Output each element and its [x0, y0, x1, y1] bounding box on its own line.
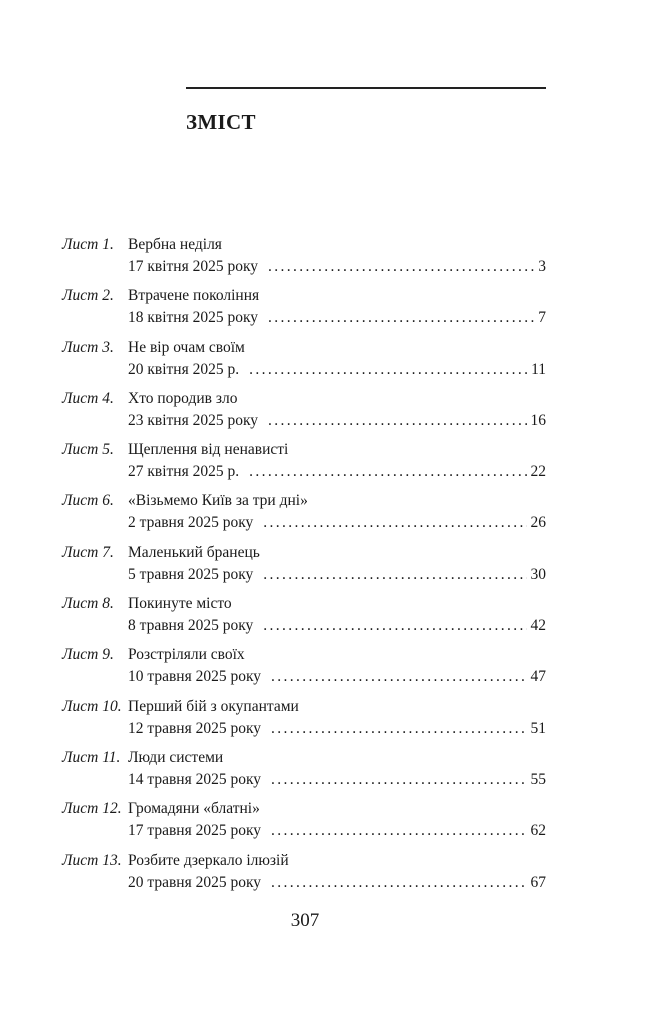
entry-page-number: 67: [530, 873, 546, 891]
entry-date-line: [128, 512, 546, 534]
dot-leader: [263, 564, 526, 586]
entry-date: 20 травня 2025 року: [128, 873, 262, 891]
entry-title: Розстріляли своїх: [128, 646, 245, 664]
entry-number: Лист 9.: [62, 646, 114, 664]
toc-entry[interactable]: [62, 337, 546, 388]
toc-entry[interactable]: [62, 490, 546, 541]
toc-entry[interactable]: [62, 798, 546, 849]
toc-entry[interactable]: [62, 747, 546, 798]
entry-number: Лист 2.: [62, 287, 114, 305]
entry-title: Вербна неділя: [128, 236, 222, 253]
entry-title: Не вір очам своїм: [128, 338, 245, 356]
entry-date-line: [128, 769, 546, 791]
entry-number: Лист 5.: [62, 441, 114, 459]
entry-page-number: 30: [530, 565, 546, 583]
page-title: ЗМІСТ: [186, 110, 256, 134]
dot-leader: [263, 512, 526, 534]
entry-date: 18 квітня 2025 року: [128, 309, 259, 327]
entry-title: Покинуте місто: [128, 595, 232, 613]
entry-page-number: 11: [531, 360, 546, 378]
entry-number: Лист 12.: [62, 800, 122, 818]
toc-entry[interactable]: [62, 850, 546, 901]
entry-date-line: [128, 872, 546, 894]
entry-title: Щеплення від ненависті: [128, 441, 289, 459]
dot-leader: [268, 256, 534, 278]
toc-entry[interactable]: [62, 593, 546, 644]
entry-number: Лист 8.: [62, 595, 114, 613]
entry-date-line: [128, 359, 546, 381]
entry-date-line: [128, 820, 546, 842]
entry-number: Лист 1.: [62, 236, 114, 253]
entry-date: 14 травня 2025 року: [128, 770, 262, 788]
entry-date: 27 квітня 2025 р.: [128, 463, 240, 481]
entry-number: Лист 3.: [62, 338, 114, 356]
entry-title: Розбите дзеркало ілюзій: [128, 851, 289, 869]
entry-number: Лист 13.: [62, 851, 122, 869]
dot-leader: [271, 820, 526, 842]
entry-date: 17 травня 2025 року: [128, 822, 262, 840]
entry-page-number: 7: [538, 309, 546, 327]
entry-title: Хто породив зло: [128, 389, 238, 407]
entry-date-line: [128, 307, 546, 329]
entry-date-line: [128, 564, 546, 586]
entry-date-line: [128, 615, 546, 637]
dot-leader: [268, 307, 534, 329]
entry-date-line: [128, 461, 546, 483]
toc-entry[interactable]: [62, 285, 546, 336]
entry-date: 2 травня 2025 року: [128, 514, 254, 532]
toc-entry[interactable]: [62, 439, 546, 490]
entry-title: «Візьмемо Київ за три дні»: [128, 492, 308, 510]
dot-leader: [271, 872, 526, 894]
entry-date: 5 травня 2025 року: [128, 565, 254, 583]
toc-entry[interactable]: [62, 388, 546, 439]
entry-page-number: 3: [538, 258, 546, 275]
entry-title: Люди системи: [128, 748, 224, 766]
dot-leader: [263, 615, 526, 637]
entry-date-line: [128, 718, 546, 740]
entry-date-line: [128, 256, 546, 278]
entry-title: Втрачене покоління: [128, 287, 260, 305]
entry-number: Лист 4.: [62, 389, 114, 407]
entry-page-number: 22: [530, 463, 546, 481]
entry-date: 12 травня 2025 року: [128, 719, 262, 737]
entry-number: Лист 7.: [62, 543, 114, 561]
entry-number: Лист 11.: [62, 748, 121, 766]
top-rule: [186, 87, 546, 89]
dot-leader: [268, 410, 526, 432]
entry-number: Лист 6.: [62, 492, 114, 510]
toc-entry[interactable]: [62, 696, 546, 747]
entry-date: 23 квітня 2025 року: [128, 411, 259, 429]
entry-page-number: 16: [530, 411, 546, 429]
entry-date: 17 квітня 2025 року: [128, 258, 259, 275]
entry-title: Маленький бранець: [128, 543, 260, 561]
entry-date: 20 квітня 2025 р.: [128, 360, 240, 378]
entry-page-number: 62: [530, 822, 546, 840]
page-number: 307: [290, 910, 320, 931]
dot-leader: [271, 769, 526, 791]
toc-entry[interactable]: [62, 644, 546, 695]
toc-entry[interactable]: [62, 542, 546, 593]
entry-number: Лист 10.: [62, 697, 122, 715]
dot-leader: [249, 461, 526, 483]
entry-date-line: [128, 410, 546, 432]
dot-leader: [249, 359, 527, 381]
entry-page-number: 51: [530, 719, 546, 737]
entry-date: 8 травня 2025 року: [128, 617, 254, 635]
entry-date: 10 травня 2025 року: [128, 668, 262, 686]
entry-title: Перший бій з окупантами: [128, 697, 299, 715]
entry-page-number: 55: [530, 770, 546, 788]
table-of-contents: [62, 234, 546, 901]
entry-page-number: 47: [530, 668, 546, 686]
dot-leader: [271, 718, 526, 740]
entry-date-line: [128, 666, 546, 688]
entry-title: Громадяни «блатні»: [128, 800, 260, 818]
dot-leader: [271, 666, 526, 688]
entry-page-number: 26: [530, 514, 546, 532]
entry-page-number: 42: [530, 617, 546, 635]
toc-entry[interactable]: [62, 234, 546, 285]
